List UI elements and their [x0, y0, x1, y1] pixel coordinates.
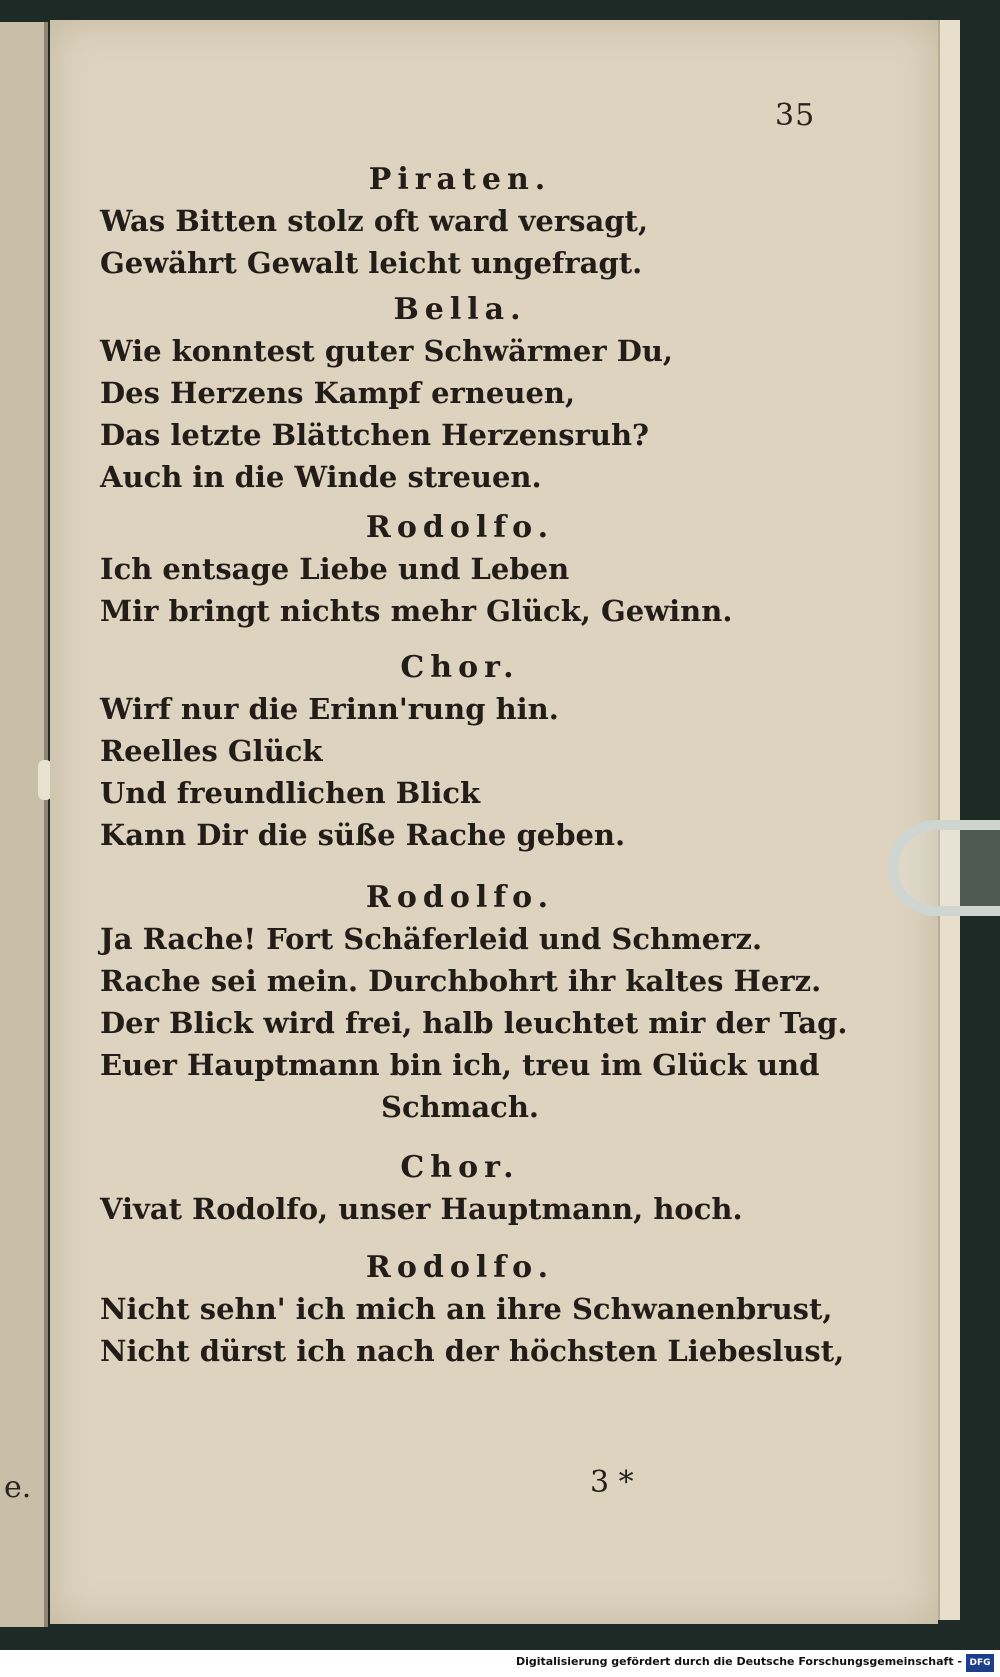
footer-credit: Digitalisierung gefördert durch die Deutsche Forschungsgemeinschaft - — [515, 1655, 962, 1668]
verse-line: Reelles Glück — [100, 734, 323, 768]
verse-block — [100, 508, 820, 648]
speaker-name: Rodolfo. — [365, 510, 555, 545]
verse-line: Kann Dir die süße Rache geben. — [100, 818, 626, 852]
facing-page — [0, 22, 46, 1627]
verse-line: Des Herzens Kampf erneuen, — [100, 376, 576, 410]
verse-line: Euer Hauptmann bin ich, treu im Glück und — [100, 1048, 820, 1082]
verse-block — [100, 160, 820, 290]
speaker-name: Piraten. — [368, 162, 552, 197]
verse-line: Nicht dürst ich nach der höchsten Liebeslust, — [100, 1334, 845, 1368]
libretto-text — [100, 160, 848, 1388]
verse-line: Wie konntest guter Schwärmer Du, — [100, 334, 674, 368]
speaker-name: Bella. — [393, 292, 527, 327]
verse-line: Gewährt Gewalt leicht ungefragt. — [100, 246, 643, 280]
digitization-footer — [0, 1650, 1000, 1677]
verse-line: Das letzte Blättchen Herzensruh? — [100, 418, 650, 452]
verse-line: Nicht sehn' ich mich an ihre Schwanenbrust, — [100, 1292, 833, 1326]
verse-line: Auch in die Winde streuen. — [100, 460, 542, 494]
signature-mark: 3 * — [590, 1465, 634, 1500]
verse-line: Was Bitten stolz oft ward versagt, — [100, 204, 649, 238]
verse-line: Ich entsage Liebe und Leben — [100, 552, 570, 586]
book-gutter — [44, 22, 48, 1627]
verse-block — [100, 1248, 845, 1388]
verse-line: Vivat Rodolfo, unser Hauptmann, hoch. — [100, 1192, 743, 1226]
page-clip — [888, 820, 1000, 916]
speaker-name: Rodolfo. — [365, 1250, 555, 1285]
verse-block — [100, 290, 820, 508]
verse-line: Ja Rache! Fort Schäferleid und Schmerz. — [100, 922, 763, 956]
verse-line: Und freundlichen Blick — [100, 776, 481, 810]
speaker-name: Chor. — [400, 1150, 520, 1185]
verse-line-continuation: Schmach. — [381, 1090, 539, 1124]
verse-block — [100, 648, 820, 878]
facing-page-mark: e. — [4, 1470, 32, 1505]
verse-block — [100, 878, 848, 1148]
verse-line: Mir bringt nichts mehr Glück, Gewinn. — [100, 594, 733, 628]
speaker-name: Rodolfo. — [365, 880, 555, 915]
verse-line: Rache sei mein. Durchbohrt ihr kaltes Herz. — [100, 964, 822, 998]
verse-block — [100, 1148, 820, 1248]
page-number: 35 — [775, 98, 816, 133]
verse-line: Der Blick wird frei, halb leuchtet mir der Tag. — [100, 1006, 848, 1040]
speaker-name: Chor. — [400, 650, 520, 685]
verse-line: Wirf nur die Erinn'rung hin. — [100, 692, 559, 726]
dfg-logo: DFG — [966, 1654, 994, 1672]
